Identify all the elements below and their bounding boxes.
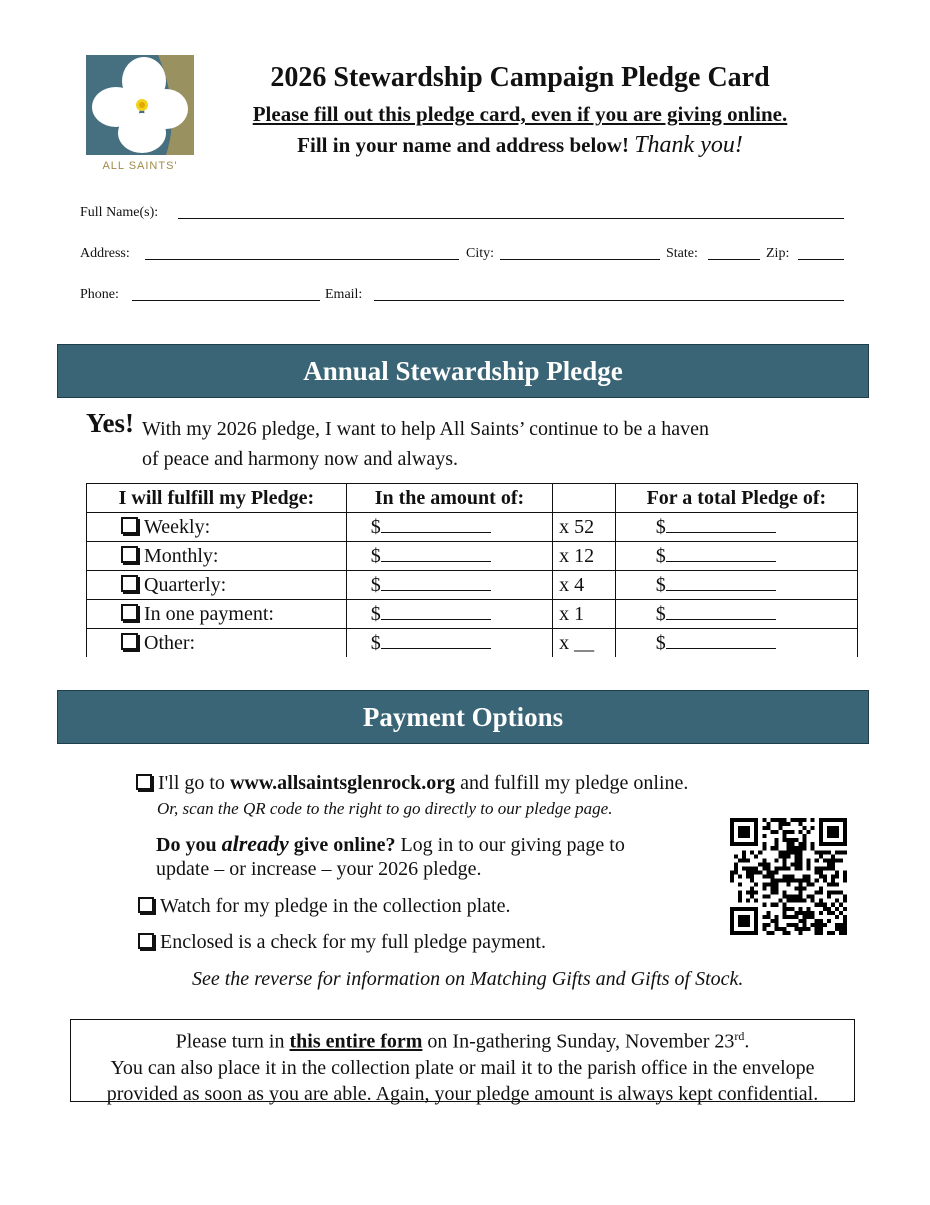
currency-symbol: $ [655, 573, 666, 596]
option-weekly[interactable] [87, 513, 347, 542]
amount-field[interactable] [346, 600, 552, 629]
option-collection-plate[interactable] [138, 895, 511, 918]
email-label: Email: [325, 287, 363, 302]
option-monthly[interactable] [87, 542, 347, 571]
pledge-intro [142, 414, 822, 474]
thank-you-text: Thank you! [634, 132, 743, 158]
multiplier: x 1 [553, 600, 616, 629]
amount-field[interactable] [346, 542, 552, 571]
subtitle-line2-text: Fill in your name and address below! [297, 133, 629, 157]
currency-symbol: $ [370, 631, 381, 654]
option-label: Other: [144, 631, 196, 654]
city-field[interactable] [500, 259, 660, 260]
qr-code[interactable] [730, 818, 847, 935]
currency-symbol: $ [655, 602, 666, 625]
footer-l1-end: . [744, 1030, 750, 1053]
table-row [87, 542, 858, 571]
currency-symbol: $ [655, 515, 666, 538]
logo-text: ALL SAINTS' [102, 160, 178, 172]
checkbox[interactable] [121, 604, 138, 621]
city-label: City: [466, 246, 495, 261]
multiplier: x 12 [553, 542, 616, 571]
intro-line1: With my 2026 pledge, I want to help All Saints’ continue to be a haven [142, 418, 710, 440]
full-name-field[interactable] [178, 218, 844, 219]
checkbox[interactable] [121, 575, 138, 592]
email-field[interactable] [374, 300, 844, 301]
already-pre: Do you [156, 834, 217, 856]
option-enclosed-check[interactable] [138, 931, 546, 954]
subtitle-line1: Please fill out this pledge card, even if you are giving online. [252, 102, 788, 126]
check-label: Enclosed is a check for my full pledge payment. [160, 931, 546, 953]
header-multiplier [553, 484, 616, 513]
pledge-table-header [87, 484, 858, 513]
all-saints-logo [86, 55, 196, 173]
zip-field[interactable] [798, 259, 844, 260]
checkbox[interactable] [121, 633, 138, 650]
already-post: give online? [293, 834, 396, 856]
currency-symbol: $ [370, 515, 381, 538]
total-field[interactable] [615, 571, 857, 600]
total-field[interactable] [615, 513, 857, 542]
checkbox[interactable] [121, 546, 138, 563]
option-other[interactable] [87, 629, 347, 658]
already-em: already [221, 831, 289, 856]
multiplier: x 4 [553, 571, 616, 600]
total-field[interactable] [615, 542, 857, 571]
footer-l1-post: on In-gathering Sunday, November 23 [427, 1030, 735, 1053]
online-post: and fulfill my pledge online. [460, 772, 689, 794]
multiplier: x 52 [553, 513, 616, 542]
currency-symbol: $ [655, 631, 666, 654]
amount-field[interactable] [346, 513, 552, 542]
yes-text: Yes! [86, 408, 134, 438]
address-field[interactable] [145, 259, 459, 260]
header-fulfill: I will fulfill my Pledge: [87, 484, 347, 513]
page-title: 2026 Stewardship Campaign Pledge Card [270, 62, 770, 93]
amount-field[interactable] [346, 629, 552, 658]
qr-note: Or, scan the QR code to the right to go directly to our pledge page. [157, 799, 613, 818]
option-label: Quarterly: [144, 573, 227, 596]
state-label: State: [666, 246, 698, 261]
subtitle-line2 [200, 132, 840, 159]
address-label: Address: [80, 246, 130, 261]
currency-symbol: $ [370, 573, 381, 596]
amount-field[interactable] [346, 571, 552, 600]
pledge-banner: Annual Stewardship Pledge [57, 344, 869, 398]
footer-l1-bold: this entire form [289, 1030, 423, 1053]
pledge-table [86, 483, 858, 657]
footer-l1-sup: rd [734, 1029, 745, 1043]
already-line2: update – or increase – your 2026 pledge. [156, 858, 482, 880]
already-online-text [156, 831, 625, 857]
phone-field[interactable] [132, 300, 320, 301]
plate-label: Watch for my pledge in the collection plate. [160, 895, 511, 917]
full-name-label: Full Name(s): [80, 205, 159, 220]
state-field[interactable] [708, 259, 760, 260]
total-field[interactable] [615, 629, 857, 658]
option-quarterly[interactable] [87, 571, 347, 600]
checkbox[interactable] [121, 517, 138, 534]
already-rest: Log in to our giving page to [400, 834, 625, 856]
multiplier: x __ [553, 629, 616, 658]
table-row [87, 629, 858, 658]
payment-banner: Payment Options [57, 690, 869, 744]
total-field[interactable] [615, 600, 857, 629]
currency-symbol: $ [655, 544, 666, 567]
online-pre: I'll go to [158, 772, 225, 794]
table-row [87, 513, 858, 542]
footer-line2: You can also place it in the collection plate or mail it to the parish office in the envelope [110, 1056, 815, 1079]
website-link[interactable]: www.allsaintsglenrock.org [229, 772, 456, 794]
footer-line3: provided as soon as you are able. Again, your pledge amount is always kept confidential. [106, 1082, 819, 1105]
footer-box [70, 1019, 855, 1105]
option-label: In one payment: [144, 602, 274, 625]
phone-label: Phone: [80, 287, 119, 302]
checkbox[interactable] [136, 774, 152, 790]
option-label: Monthly: [144, 544, 219, 567]
footer-l1-pre: Please turn in [175, 1030, 285, 1053]
reverse-note: See the reverse for information on Matching Gifts and Gifts of Stock. [192, 968, 744, 990]
intro-line2: of peace and harmony now and always. [142, 448, 458, 470]
header-total: For a total Pledge of: [615, 484, 857, 513]
option-pay-online[interactable] [136, 772, 688, 795]
table-row [87, 600, 858, 629]
checkbox[interactable] [138, 897, 154, 913]
checkbox[interactable] [138, 933, 154, 949]
currency-symbol: $ [370, 602, 381, 625]
zip-label: Zip: [766, 246, 790, 261]
table-row [87, 571, 858, 600]
option-one-payment[interactable] [87, 600, 347, 629]
option-label: Weekly: [144, 515, 211, 538]
footer-line1 [71, 1023, 854, 1055]
header-amount: In the amount of: [346, 484, 552, 513]
currency-symbol: $ [370, 544, 381, 567]
